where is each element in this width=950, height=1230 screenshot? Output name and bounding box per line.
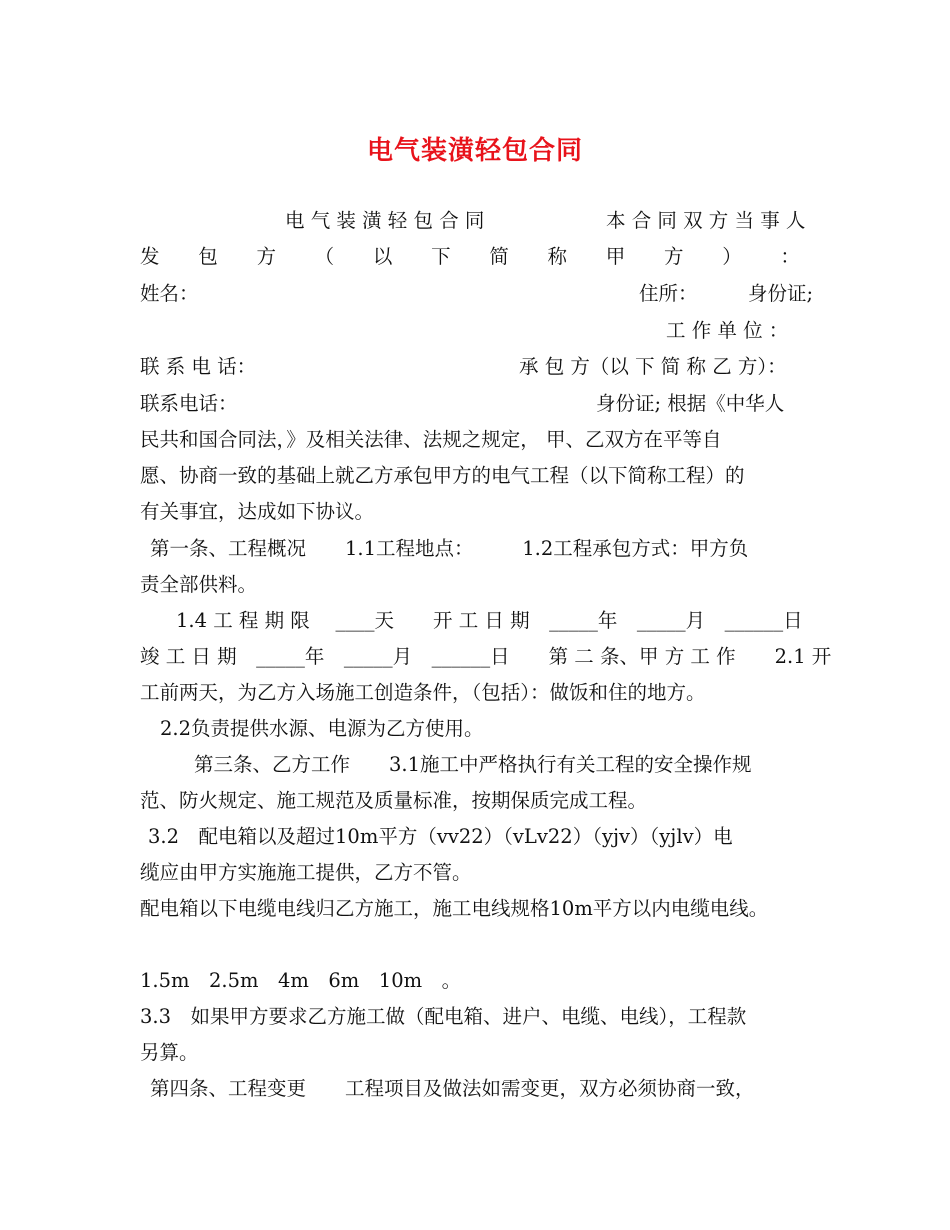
body-line: 责全部供料。	[140, 573, 258, 596]
body-line: 缆应由甲方实施施工提供，乙方不管。	[140, 861, 472, 884]
body-line: 工前两天，为乙方入场施工创造条件，（包括）：做饭和住的地方。	[140, 681, 706, 704]
document-title: 电气装潢轻包合同	[366, 136, 583, 166]
work-unit-label: 工 作 单 位 ：	[666, 319, 789, 342]
schedule-line: 1.4 工 程 期 限 ____天 开 工 日 期 _____年 _____月 ______日	[176, 609, 803, 632]
article-1: 第一条、工程概况 1.1工程地点： 1.2工程承包方式：甲方负	[150, 537, 749, 560]
address-label: 住所：	[639, 282, 698, 305]
id-basis: 身份证; 根据《中华人	[596, 392, 785, 415]
name-label: 姓名：	[140, 282, 199, 305]
party-a-line: 发 包 方 （ 以 下 简 称 甲 方 ） ：	[140, 245, 800, 268]
id-label: 身份证;	[748, 282, 814, 305]
body-line: 配电箱以下电缆电线归乙方施工，施工电线规格10m平方以内电缆电线。	[140, 897, 769, 920]
phone-label-b: 联系电话：	[140, 392, 238, 415]
article-4: 第四条、工程变更 工程项目及做法如需变更，双方必须协商一致，	[150, 1077, 755, 1100]
body-line: 民共和国合同法，》及相关法律、法规之规定， 甲、乙双方在平等自	[140, 428, 722, 451]
body-line: 愿、协商一致的基础上就乙方承包甲方的电气工程（以下简称工程）的	[140, 464, 745, 487]
clause-3-2: 3.2 配电箱以及超过10m平方（vv22）（vLv22）（yjv）（yjlv）电	[148, 825, 733, 848]
cable-specs: 1.5m 2.5m 4m 6m 10m 。	[140, 969, 462, 992]
completion-line: 竣 工 日 期 _____年 _____月 ______日 第 二 条、甲 方 工 作 2.1 开	[140, 645, 832, 668]
phone-label-a: 联 系 电 话：	[140, 355, 257, 378]
article-3: 第三条、乙方工作 3.1施工中严格执行有关工程的安全操作规	[194, 753, 752, 776]
body-line: 范、防火规定、施工规范及质量标准，按期保质完成工程。	[140, 789, 648, 812]
clause-2-2: 2.2负责提供水源、电源为乙方使用。	[160, 717, 484, 740]
clause-3-3: 3.3 如果甲方要求乙方施工做（配电箱、进户、电缆、电线），工程款	[140, 1005, 747, 1028]
header-parties: 本 合 同 双 方 当 事 人	[606, 209, 806, 232]
header-contract-name: 电 气 装 潢 轻 包 合 同	[285, 209, 485, 232]
body-line: 另算。	[140, 1041, 199, 1064]
body-line: 有关事宜，达成如下协议。	[140, 500, 375, 523]
party-b-label: 承 包 方（以 下 简 称 乙 方）：	[519, 355, 787, 378]
